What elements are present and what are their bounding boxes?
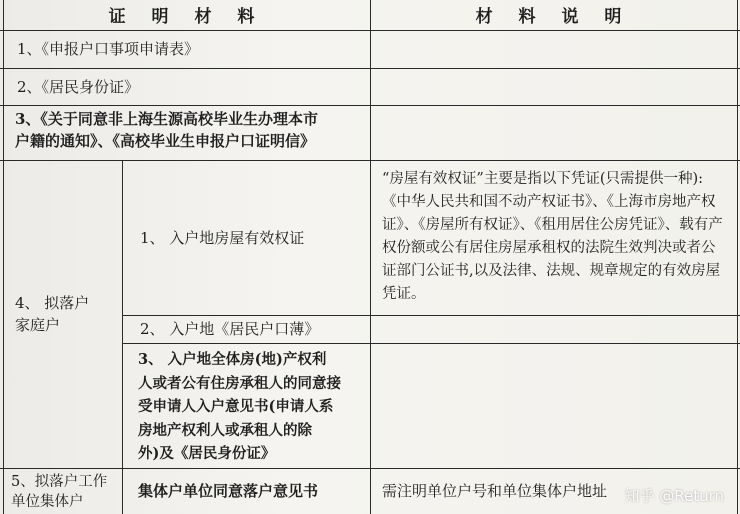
row4-household-register: 2、 入户地《居民户口薄》 (140, 320, 320, 338)
row-family-household-label (3, 292, 122, 336)
note-line: 凭证。 (382, 286, 426, 302)
consent-line: 受申请人入户意见书(申请人系 (138, 398, 334, 415)
note-line: 证》、《房屋所有权证》、《租用居住公房凭证》、载有产 (382, 217, 723, 233)
header-materials: 证 明 材 料 (108, 7, 265, 27)
row5-collective-note: 需注明单位户号和单位集体户地址 (382, 482, 608, 500)
row4-label-line1: 4、 拟落户 (15, 294, 90, 312)
row5-label-line1: 5、拟落户工作 (11, 474, 108, 490)
rule-right (737, 0, 738, 514)
row-collective-household-label (3, 472, 122, 512)
row4-property-certificate-note (370, 168, 737, 306)
row-id-card: 2、《居民身份证》 (17, 77, 140, 96)
consent-line: 房地产权利人或承租人的除 (138, 421, 312, 439)
row3-line2: 户籍的通知》、《高校毕业生申报户口证明信》 (15, 132, 316, 150)
note-line: 《中华人民共和国不动产权证书》、《上海市房地产权 (382, 194, 716, 210)
row4-label-line2: 家庭户 (15, 316, 61, 334)
rule-row4b-bottom (122, 343, 740, 344)
consent-line: 3、 入户地全体房(地)产权利 (138, 351, 327, 368)
row3-line1: 3、《关于同意非上海生源高校毕业生办理本市 (15, 110, 318, 128)
note-line: 权份额或公有居住房屋承租权的法院生效判决或者公 (382, 240, 716, 256)
note-line: “房屋有效权证”主要是指以下凭证(只需提供一种): (382, 171, 704, 187)
row5-collective-consent: 集体户单位同意落户意见书 (138, 482, 319, 500)
row4-property-certificate: 1、 入户地房屋有效权证 (140, 228, 305, 247)
row-graduate-notice (3, 108, 370, 152)
row-application-form: 1、《申报户口事项申请表》 (17, 40, 200, 58)
consent-line: 外)及《居民身份证》 (138, 445, 276, 462)
note-line: 证部门公证书,以及法律、法规、规章规定的有效房屋 (382, 263, 721, 279)
watermark-text: 知乎 @Return (624, 487, 724, 505)
consent-line: 人或者公有住房承租人的同意接 (138, 374, 341, 392)
row5-label-line2: 单位集体户 (11, 494, 84, 510)
header-explanation: 材 料 说 明 (475, 7, 632, 27)
row4-consent-letter (122, 348, 370, 466)
